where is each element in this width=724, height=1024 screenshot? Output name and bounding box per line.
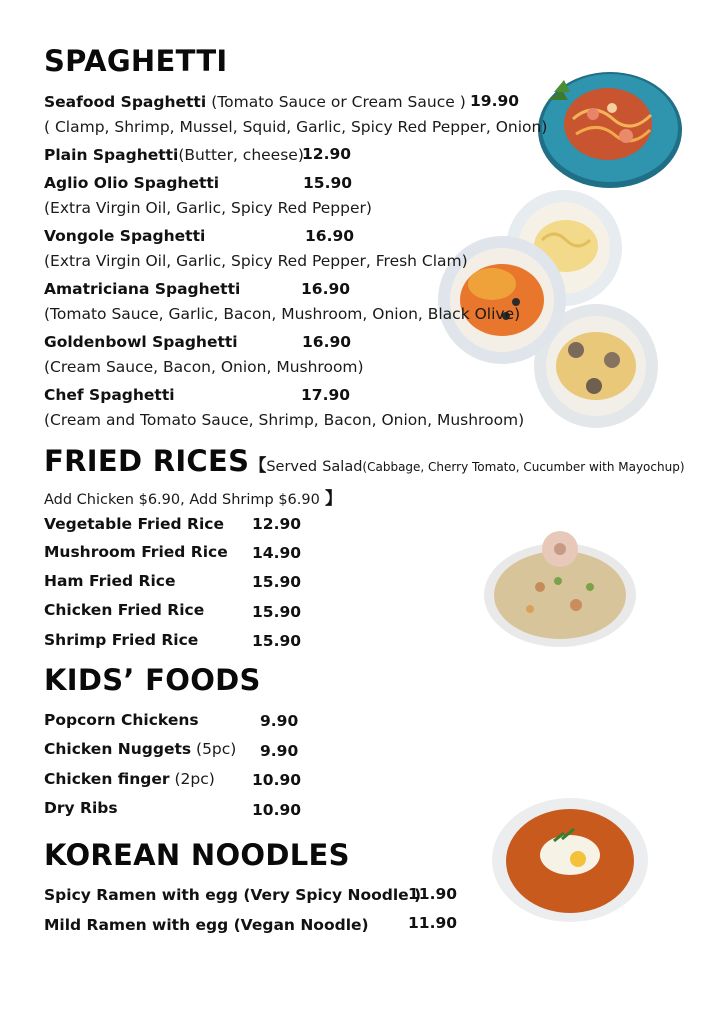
item-price: 9.90: [260, 712, 299, 730]
menu-item: [44, 710, 199, 729]
item-desc: ( Clamp, Shrimp, Mussel, Squid, Garlic, Spicy Red Pepper, Onion): [44, 118, 548, 136]
item-name: Goldenbowl Spaghetti: [44, 333, 238, 351]
item-name: Popcorn Chickens: [44, 711, 199, 729]
addons-line: [44, 484, 342, 509]
item-desc: (Tomato Sauce or Cream Sauce ): [211, 93, 466, 111]
item-note: (5pc): [191, 740, 237, 758]
salad-detail: (Cabbage, Cherry Tomato, Cucumber with Mayochup): [362, 460, 685, 474]
item-price: 10.90: [252, 771, 302, 789]
menu-item: [44, 769, 215, 788]
menu-item: [44, 798, 118, 817]
kids-foods-title: KIDS’ FOODS: [44, 663, 261, 697]
item-name: Plain Spaghetti: [44, 146, 179, 164]
salad-label: Salad: [322, 459, 363, 475]
item-name: Shrimp Fried Rice: [44, 631, 199, 649]
item-price: 16.90: [302, 333, 352, 351]
bracket-open: 【: [249, 456, 267, 476]
spaghetti-title: SPAGHETTI: [44, 44, 228, 78]
item-name: Aglio Olio Spaghetti: [44, 174, 220, 192]
menu-item: [44, 92, 466, 111]
item-desc: (Butter, cheese): [178, 146, 304, 164]
fried-rices-header: [44, 444, 685, 478]
item-name: Chicken finger: [44, 770, 170, 788]
item-price: 15.90: [252, 573, 302, 591]
item-desc: (Cream Sauce, Bacon, Onion, Mushroom): [44, 358, 364, 376]
item-name: Chicken Fried Rice: [44, 601, 205, 619]
ramen-photo: [490, 795, 650, 925]
item-price: 16.90: [301, 280, 351, 298]
addons-text: Add Chicken $6.90, Add Shrimp $6.90: [44, 492, 320, 508]
fried-rice-photo: [480, 525, 640, 655]
menu-item: [44, 739, 236, 758]
item-price: 12.90: [302, 145, 352, 163]
served-label: Served: [266, 459, 318, 475]
item-name: Ham Fried Rice: [44, 572, 176, 590]
item-price: 11.90: [408, 914, 458, 932]
fried-rices-title: FRIED RICES: [44, 444, 250, 478]
item-name: Mild Ramen with egg (Vegan Noodle): [44, 916, 369, 934]
item-name: Mushroom Fried Rice: [44, 543, 228, 561]
item-price: 17.90: [301, 386, 351, 404]
item-desc: (Tomato Sauce, Garlic, Bacon, Mushroom, Onion, Black Olive): [44, 305, 521, 323]
item-price: 16.90: [305, 227, 355, 245]
item-name: Chef Spaghetti: [44, 386, 175, 404]
item-price: 19.90: [470, 92, 520, 110]
item-price: 14.90: [252, 544, 302, 562]
item-price: 15.90: [252, 603, 302, 621]
item-price: 12.90: [252, 515, 302, 533]
item-name: Chicken Nuggets: [44, 740, 192, 758]
menu-item: [44, 145, 304, 164]
item-desc: (Extra Virgin Oil, Garlic, Spicy Red Pepper): [44, 199, 372, 217]
item-name: Vongole Spaghetti: [44, 227, 206, 245]
item-desc: (Cream and Tomato Sauce, Shrimp, Bacon, Onion, Mushroom): [44, 411, 525, 429]
item-name: Dry Ribs: [44, 799, 118, 817]
bracket-close: 】: [324, 489, 342, 509]
item-note: (2pc): [169, 770, 215, 788]
item-desc: (Extra Virgin Oil, Garlic, Spicy Red Pepper, Fresh Clam): [44, 252, 468, 270]
item-name: Vegetable Fried Rice: [44, 515, 224, 533]
item-price: 10.90: [252, 801, 302, 819]
item-price: 11.90: [408, 885, 458, 903]
korean-noodles-title: KOREAN NOODLES: [44, 838, 350, 872]
item-name: Spicy Ramen with egg (Very Spicy Noodle ): [44, 886, 422, 904]
item-price: 9.90: [260, 742, 299, 760]
item-price: 15.90: [303, 174, 353, 192]
item-name: Amatriciana Spaghetti: [44, 280, 241, 298]
item-price: 15.90: [252, 632, 302, 650]
item-name: Seafood Spaghetti: [44, 93, 207, 111]
seafood-spaghetti-photo: [528, 64, 688, 194]
